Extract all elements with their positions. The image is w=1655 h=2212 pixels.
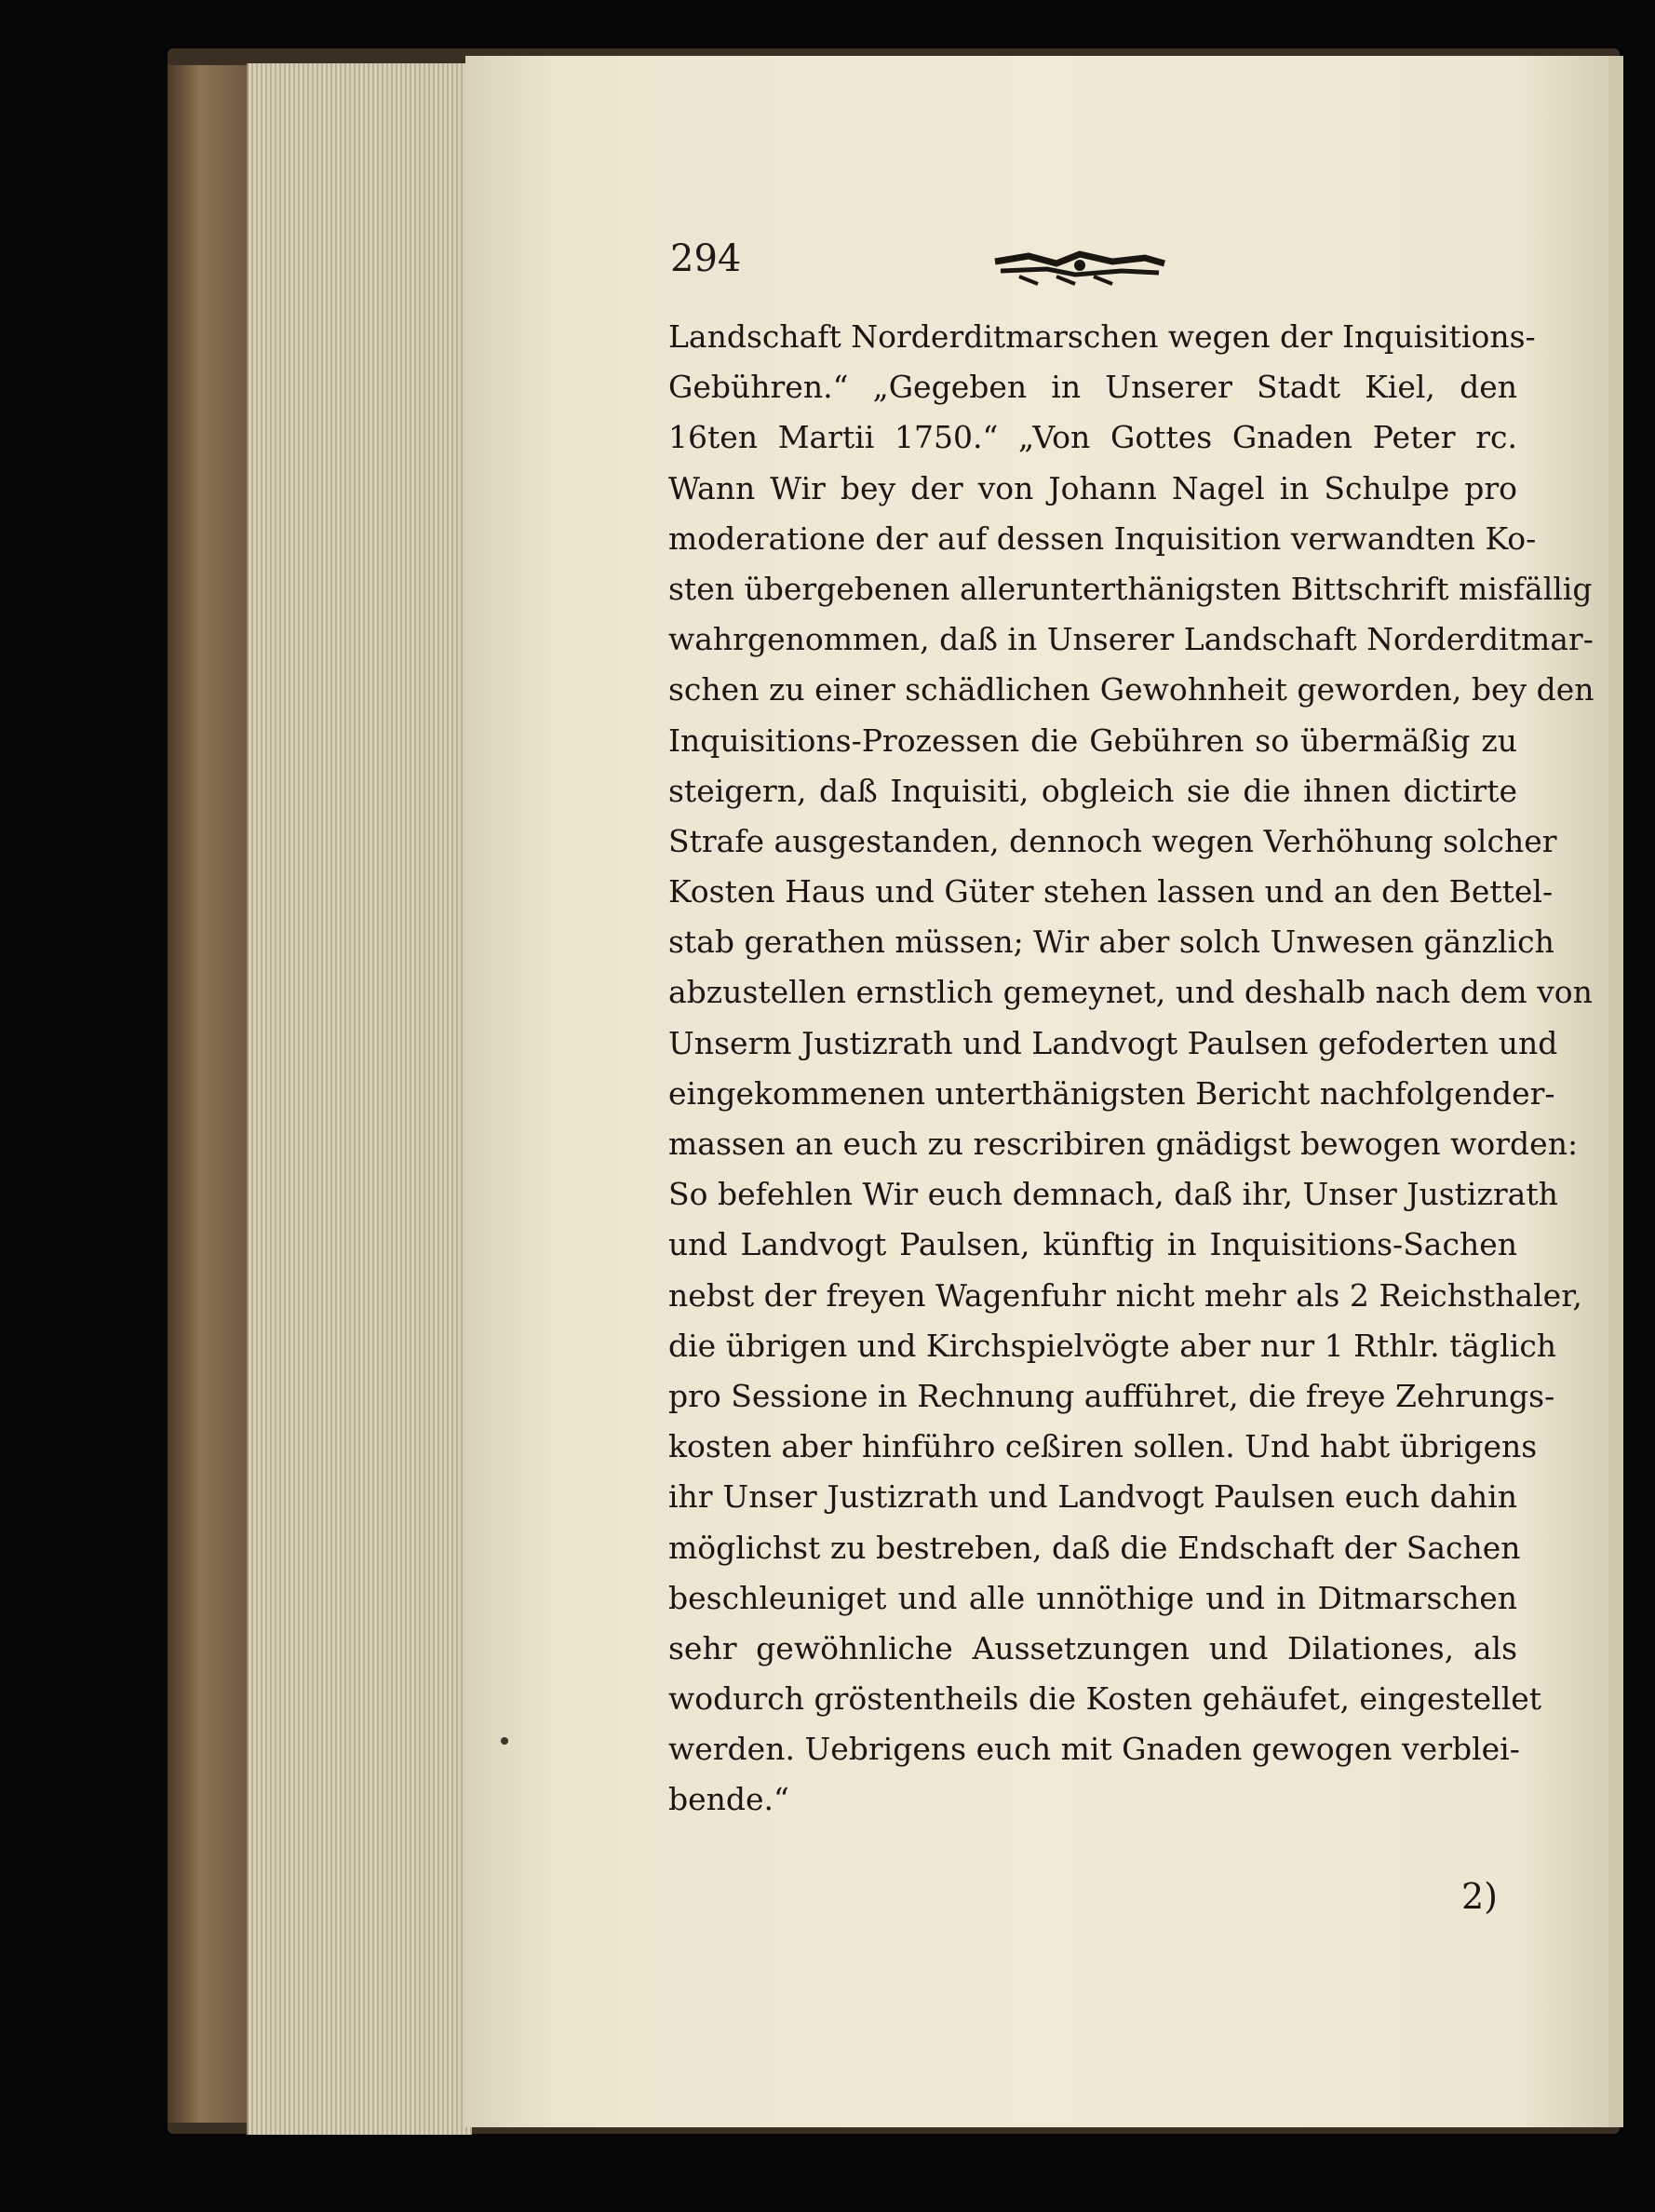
text-line: Gebühren.“ „Gegeben in Unserer Stadt Kiel, den xyxy=(668,369,1517,406)
text-line: abzustellen ernstlich gemeynet, und deshalb nach dem von xyxy=(668,974,1593,1011)
text-line: bende.“ xyxy=(668,1781,789,1818)
text-line: Landschaft Norderditmarschen wegen der Inquisitions- xyxy=(668,318,1536,355)
text-line: sehr gewöhnliche Aussetzungen und Dilationes, als xyxy=(668,1629,1517,1666)
text-line: wodurch gröstentheils die Kosten gehäufet, eingestellet xyxy=(668,1680,1542,1718)
text-line: massen an euch zu rescribiren gnädigst bewogen worden: xyxy=(668,1126,1579,1162)
body-text xyxy=(668,312,1594,1826)
text-line: Strafe ausgestanden, dennoch wegen Verhöhung solcher xyxy=(668,822,1557,859)
text-line: sten übergebenen allerunterthänigsten Bittschrift misfällig xyxy=(668,570,1593,607)
page-number: 294 xyxy=(670,237,742,280)
text-line: Kosten Haus und Güter stehen lassen und an den Bettel- xyxy=(668,873,1554,910)
text-line: wahrgenommen, daß in Unserer Landschaft Norderditmar- xyxy=(668,621,1594,658)
text-line: ihr Unser Justizrath und Landvogt Paulsen euch dahin xyxy=(668,1478,1517,1516)
text-line: und Landvogt Paulsen, künftig in Inquisitions-Sachen xyxy=(668,1226,1517,1263)
page-header xyxy=(670,237,1527,303)
text-line: schen zu einer schädlichen Gewohnheit geworden, bey den xyxy=(668,671,1594,708)
text-line: nebst der freyen Wagenfuhr nicht mehr als 2 Reichsthaler, xyxy=(668,1276,1582,1314)
text-line: 16ten Martii 1750.“ „Von Gottes Gnaden Peter rc. xyxy=(668,419,1517,456)
text-line: Inquisitions-Prozessen die Gebühren so übermäßig zu xyxy=(668,722,1517,759)
catchword: 2) xyxy=(1461,1876,1499,1917)
printer-ornament-icon xyxy=(991,243,1168,288)
text-line: möglichst zu bestreben, daß die Endschaft der Sachen xyxy=(668,1529,1521,1566)
text-line: die übrigen und Kirchspielvögte aber nur 1 Rthlr. täglich xyxy=(668,1327,1557,1364)
text-line: Unserm Justizrath und Landvogt Paulsen gefoderten und xyxy=(668,1024,1558,1061)
text-line: kosten aber hinführo ceßiren sollen. Und habt übrigens xyxy=(668,1428,1538,1465)
text-line: beschleuniget und alle unnöthige und in Ditmarschen xyxy=(668,1579,1517,1616)
margin-mark xyxy=(501,1737,508,1745)
text-line: moderatione der auf dessen Inquisition verwandten Ko- xyxy=(668,519,1537,557)
text-line: pro Sessione in Rechnung aufführet, die freye Zehrungs- xyxy=(668,1377,1555,1414)
text-line: stab gerathen müssen; Wir aber solch Unwesen gänzlich xyxy=(668,924,1554,961)
text-line: Wann Wir bey der von Johann Nagel in Schulpe pro xyxy=(668,469,1517,506)
text-line: werden. Uebrigens euch mit Gnaden gewogen verblei- xyxy=(668,1731,1520,1768)
text-line: steigern, daß Inquisiti, obgleich sie die ihnen dictirte xyxy=(668,772,1517,809)
page-stack-edge xyxy=(247,63,472,2135)
text-line: eingekommenen unterthänigsten Bericht nachfolgender- xyxy=(668,1074,1555,1112)
text-line: So befehlen Wir euch demnach, daß ihr, Unser Justizrath xyxy=(668,1176,1558,1213)
page-gutter xyxy=(1608,56,1623,2127)
